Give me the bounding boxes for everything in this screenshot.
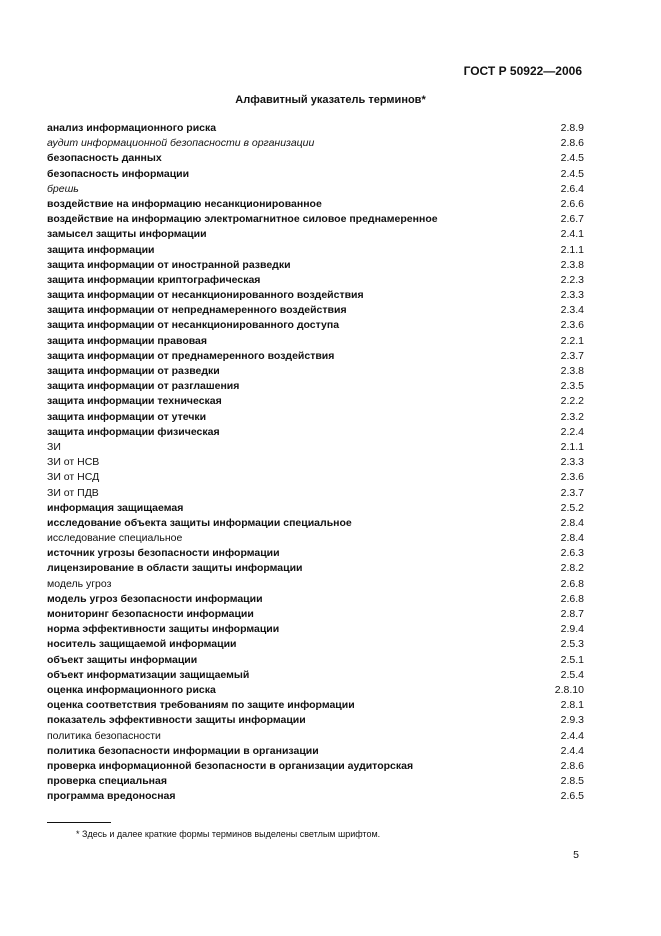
index-term: брешь bbox=[47, 182, 79, 195]
index-entry bbox=[47, 561, 584, 576]
index-term: защита информации физическая bbox=[47, 425, 220, 438]
index-reference: 2.8.6 bbox=[560, 137, 584, 150]
index-entry bbox=[47, 486, 584, 501]
index-entry bbox=[47, 303, 584, 318]
index-entry bbox=[47, 577, 584, 592]
index-term: ЗИ от НСД bbox=[47, 471, 100, 484]
index-entry bbox=[47, 683, 584, 698]
index-entry bbox=[47, 637, 584, 652]
term-index-list bbox=[47, 121, 584, 804]
index-reference: 2.5.2 bbox=[560, 501, 584, 514]
index-entry bbox=[47, 516, 584, 531]
index-term: источник угрозы безопасности информации bbox=[47, 547, 280, 560]
index-reference: 2.3.7 bbox=[560, 349, 584, 362]
index-term: защита информации криптографическая bbox=[47, 273, 261, 286]
document-code: ГОСТ Р 50922—2006 bbox=[463, 64, 582, 78]
index-term: информация защищаемая bbox=[47, 501, 184, 514]
index-term: защита информации техническая bbox=[47, 395, 222, 408]
index-reference: 2.4.4 bbox=[560, 729, 584, 742]
index-reference: 2.6.8 bbox=[560, 577, 584, 590]
index-reference: 2.3.3 bbox=[560, 456, 584, 469]
index-reference: 2.9.4 bbox=[560, 623, 584, 636]
index-entry bbox=[47, 349, 584, 364]
index-term: защита информации от иностранной разведки bbox=[47, 258, 291, 271]
index-reference: 2.4.4 bbox=[560, 744, 584, 757]
index-reference: 2.3.8 bbox=[560, 365, 584, 377]
index-term: носитель защищаемой информации bbox=[47, 638, 237, 651]
index-entry bbox=[47, 698, 584, 713]
index-entry bbox=[47, 440, 584, 455]
index-entry bbox=[47, 151, 584, 166]
index-reference: 2.1.1 bbox=[560, 243, 584, 256]
index-entry bbox=[47, 379, 584, 394]
index-reference: 2.8.4 bbox=[560, 532, 584, 545]
index-term: модель угроз безопасности информации bbox=[47, 592, 263, 605]
index-term: ЗИ bbox=[47, 440, 61, 453]
index-entry bbox=[47, 531, 584, 546]
index-entry bbox=[47, 774, 584, 789]
index-term: безопасность данных bbox=[47, 152, 162, 165]
index-term: воздействие на информацию электромагнитное силовое преднамеренное bbox=[47, 213, 438, 226]
index-entry bbox=[47, 227, 584, 242]
index-reference: 2.3.5 bbox=[560, 380, 584, 393]
index-term: защита информации правовая bbox=[47, 334, 208, 347]
index-entry bbox=[47, 607, 584, 622]
index-reference: 2.8.9 bbox=[560, 122, 584, 134]
index-reference: 2.2.1 bbox=[560, 334, 584, 347]
index-term: проверка специальная bbox=[47, 775, 167, 788]
index-entry bbox=[47, 243, 584, 258]
index-term: аудит информационной безопасности в организации bbox=[47, 137, 315, 150]
index-entry bbox=[47, 334, 584, 349]
index-entry bbox=[47, 759, 584, 774]
index-reference: 2.8.1 bbox=[560, 699, 584, 712]
index-entry bbox=[47, 713, 584, 728]
index-reference: 2.1.1 bbox=[560, 440, 584, 453]
index-entry bbox=[47, 212, 584, 227]
index-reference: 2.3.2 bbox=[560, 410, 584, 423]
index-term: защита информации bbox=[47, 243, 155, 256]
index-reference: 2.3.4 bbox=[560, 304, 584, 317]
index-entry bbox=[47, 789, 584, 804]
index-term: норма эффективности защиты информации bbox=[47, 623, 280, 636]
index-term: воздействие на информацию несанкционированное bbox=[47, 197, 322, 210]
index-entry bbox=[47, 197, 584, 212]
index-term: политика безопасности bbox=[47, 729, 161, 742]
index-reference: 2.3.6 bbox=[560, 471, 584, 484]
index-entry bbox=[47, 546, 584, 561]
index-entry bbox=[47, 182, 584, 197]
index-entry bbox=[47, 121, 584, 136]
index-entry bbox=[47, 470, 584, 485]
index-reference: 2.6.4 bbox=[560, 182, 584, 195]
index-reference: 2.8.2 bbox=[560, 562, 584, 575]
index-entry bbox=[47, 744, 584, 759]
index-entry bbox=[47, 364, 584, 379]
index-reference: 2.3.3 bbox=[560, 289, 584, 302]
index-term: лицензирование в области защиты информации bbox=[47, 562, 303, 575]
index-term: показатель эффективности защиты информации bbox=[47, 714, 306, 727]
page-number: 5 bbox=[573, 849, 579, 861]
index-entry bbox=[47, 136, 584, 151]
index-term: защита информации от несанкционированного воздействия bbox=[47, 289, 364, 302]
footnote: * Здесь и далее краткие формы терминов выделены светлым шрифтом. bbox=[76, 829, 381, 839]
index-reference: 2.6.5 bbox=[560, 790, 584, 803]
index-reference: 2.6.7 bbox=[560, 213, 584, 226]
index-term: анализ информационного риска bbox=[47, 122, 217, 134]
index-reference: 2.3.8 bbox=[560, 258, 584, 271]
index-reference: 2.3.6 bbox=[560, 319, 584, 332]
index-entry bbox=[47, 668, 584, 683]
index-reference: 2.6.3 bbox=[560, 547, 584, 560]
index-entry bbox=[47, 501, 584, 516]
index-entry bbox=[47, 288, 584, 303]
index-term: ЗИ от ПДВ bbox=[47, 486, 99, 499]
index-entry bbox=[47, 622, 584, 637]
index-reference: 2.4.5 bbox=[560, 167, 584, 180]
index-reference: 2.9.3 bbox=[560, 714, 584, 727]
index-reference: 2.4.5 bbox=[560, 152, 584, 165]
index-entry bbox=[47, 273, 584, 288]
index-term: исследование объекта защиты информации специальное bbox=[47, 516, 352, 529]
index-reference: 2.8.5 bbox=[560, 775, 584, 788]
page-title: Алфавитный указатель терминов* bbox=[235, 94, 426, 106]
index-entry bbox=[47, 729, 584, 744]
index-entry bbox=[47, 455, 584, 470]
index-entry bbox=[47, 258, 584, 273]
index-term: программа вредоносная bbox=[47, 790, 176, 803]
footnote-separator bbox=[47, 822, 111, 823]
index-term: проверка информационной безопасности в организации аудиторская bbox=[47, 759, 414, 772]
index-term: объект защиты информации bbox=[47, 653, 198, 666]
index-term: политика безопасности информации в организации bbox=[47, 744, 319, 757]
index-term: защита информации от преднамеренного воздействия bbox=[47, 349, 335, 362]
index-term: безопасность информации bbox=[47, 167, 190, 180]
index-reference: 2.3.7 bbox=[560, 486, 584, 499]
index-reference: 2.8.4 bbox=[560, 516, 584, 529]
index-term: мониторинг безопасности информации bbox=[47, 608, 254, 620]
index-term: защита информации от разглашения bbox=[47, 380, 240, 393]
index-reference: 2.8.7 bbox=[560, 608, 584, 620]
index-entry bbox=[47, 318, 584, 333]
index-term: оценка соответствия требованиям по защите информации bbox=[47, 699, 355, 712]
index-term: защита информации от непреднамеренного воздействия bbox=[47, 304, 347, 317]
index-reference: 2.2.3 bbox=[560, 273, 584, 286]
index-term: модель угроз bbox=[47, 577, 112, 590]
index-term: защита информации от разведки bbox=[47, 365, 220, 377]
index-entry bbox=[47, 592, 584, 607]
index-term: защита информации от утечки bbox=[47, 410, 207, 423]
index-reference: 2.4.1 bbox=[560, 228, 584, 241]
index-entry bbox=[47, 410, 584, 425]
index-entry bbox=[47, 167, 584, 182]
index-entry bbox=[47, 394, 584, 409]
index-reference: 2.5.1 bbox=[560, 653, 584, 666]
index-term: объект информатизации защищаемый bbox=[47, 668, 250, 681]
index-term: замысел защиты информации bbox=[47, 228, 207, 241]
index-term: оценка информационного риска bbox=[47, 683, 216, 696]
index-term: ЗИ от НСВ bbox=[47, 456, 100, 469]
index-term: защита информации от несанкционированного доступа bbox=[47, 319, 340, 332]
index-entry bbox=[47, 653, 584, 668]
index-reference: 2.2.4 bbox=[560, 425, 584, 438]
index-term: исследование специальное bbox=[47, 532, 183, 545]
index-reference: 2.8.6 bbox=[560, 759, 584, 772]
index-reference: 2.5.4 bbox=[560, 668, 584, 681]
index-reference: 2.2.2 bbox=[560, 395, 584, 408]
index-entry bbox=[47, 425, 584, 440]
index-reference: 2.8.10 bbox=[554, 683, 584, 696]
index-reference: 2.6.8 bbox=[560, 592, 584, 605]
index-reference: 2.6.6 bbox=[560, 197, 584, 210]
index-reference: 2.5.3 bbox=[560, 638, 584, 651]
